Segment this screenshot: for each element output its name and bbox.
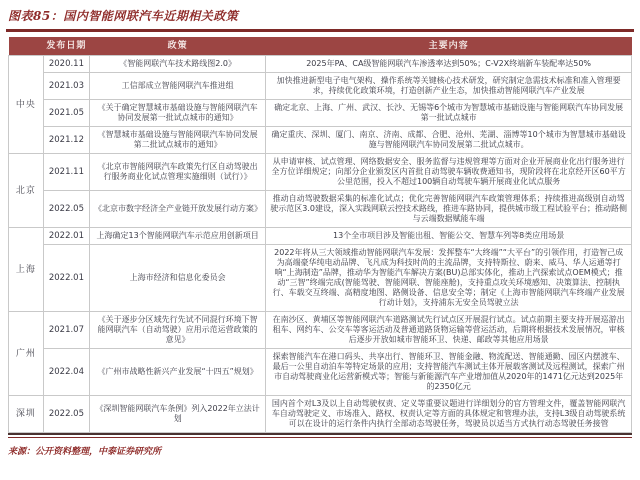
date-cell: 2022.01 [43,228,89,245]
policy-table-body [9,56,632,433]
table-row [9,312,632,349]
policy-cell: 《广州市战略性新兴产业发展“十四五”规划》 [89,349,265,396]
policy-cell: 工信部成立智能网联汽车推进组 [89,73,265,100]
policy-cell: 《北京市智能网联汽车政策先行区自动驾驶出行服务商业化试点管理实施细则（试行）》 [89,154,265,191]
header-region [9,37,44,56]
region-cell: 广州 [9,312,44,396]
table-header-row [9,37,632,56]
date-cell: 2021.12 [43,127,89,154]
date-cell: 2022.04 [43,349,89,396]
region-cell: 北京 [9,154,44,228]
date-cell: 2020.11 [43,56,89,73]
date-cell: 2022.05 [43,191,89,228]
date-cell: 2021.05 [43,100,89,127]
policy-cell: 上海确定13个智能网联汽车示范应用创新项目 [89,228,265,245]
source-note: 来源：公开资料整理，中泰证券研究所 [8,447,162,457]
region-cell: 上海 [9,228,44,312]
table-row [9,191,632,228]
table-row [9,396,632,433]
date-cell: 2021.11 [43,154,89,191]
content-cell: 推动自动驾驶数据采集的标准化试点；优化完善智能网联汽车政策管理体系；持续推进高级别自动驾驶示范区3.0建设，深入实践网联云控技术路线，推进车路协同，提供城市级工程试验平台；推动路侧与云端数据赋能车端 [266,191,632,228]
date-cell: 2021.03 [43,73,89,100]
content-cell: 2022年将从三大领域推动智能网联汽车发展：发挥整车“大终端”“大平台”的引领作用，打造智己成为高端豪华纯电动品牌、飞凡成为科技时尚的主流品牌，支持特斯拉、蔚来、威马、华人运通等打响“上海制造”品牌，推动华为智能汽车解决方案(BU)总部实体化，推动上汽探索试点OEM模式；推动“三智”终端完成(智能驾驶、智能网联、智能座舱)，支持重点攻关环境感知、决策算法、控制执行、车载交互终端、高精度地图、路侧设备、信息安全等；制定《上海市智能网联汽车终端产业发展行动计划》，支持浦东无安全员驾驶立法 [266,245,632,312]
title-underline [6,29,634,32]
table-row [9,100,632,127]
policy-cell: 《关于逐步分区域先行先试不同混行环境下智能网联汽车（自动驾驶）应用示范运营政策的意见》 [89,312,265,349]
table-row [9,56,632,73]
date-cell: 2022.05 [43,396,89,433]
policy-cell: 上海市经济和信息化委员会 [89,245,265,312]
table-bottom-rule-2 [8,437,632,438]
region-cell: 深圳 [9,396,44,433]
content-cell: 2025年PA、CA级智能网联汽车渗透率达到50%；C-V2X终端新车装配率达50% [266,56,632,73]
policy-table [8,37,632,433]
table-row [9,228,632,245]
policy-cell: 《深圳智能网联汽车条例》列入2022年立法计划 [89,396,265,433]
policy-table-wrap [8,37,632,433]
policy-cell: 《智能网联汽车技术路线图2.0》 [89,56,265,73]
content-cell: 国内首个对L3及以上自动驾驶权责、定义等重要议题进行详细划分的官方管理文件，覆盖智能网联汽车自动驾驶定义、市场准入、路权、权责认定等方面的具体规定和管理办法，支持L3级自动驾驶系统可以在设计的运行条件内执行全部动态驾驶任务，驾驶员以适当方式执行动态驾驶任务接管 [266,396,632,433]
header-content: 主要内容 [266,37,632,56]
table-bottom-rule [8,433,632,435]
content-cell: 13个全市项目涉及智能出租、智能公交、智慧车列等8类应用场景 [266,228,632,245]
table-header [9,37,632,56]
content-cell: 确定重庆、深圳、厦门、南京、济南、成都、合肥、沧州、芜湖、淄博等10个城市为智慧城市基础设施与智能网联汽车协同发展第二批试点城市。 [266,127,632,154]
header-date: 发布日期 [43,37,89,56]
content-cell: 探索智能汽车在港口码头、共享出行、智能环卫、智能金融、物流配送、智能通勤、园区内摆渡车、最后一公里自动泊车等特定场景的应用；支持智能汽车测试主体开展载客测试及远程测试，探索广州市自动驾驶商业化运营新模式等；智能与新能源汽车产业增加值从2020年的1471亿元达到2025年的2350亿元 [266,349,632,396]
date-cell: 2021.07 [43,312,89,349]
table-row [9,154,632,191]
content-cell: 加快推进新型电子电气架构、操作系统等关键核心技术研发，研究制定急需技术标准和准入管理要求，持续优化政策环境，打造创新产业生态，加快推动智能网联汽车产业发展 [266,73,632,100]
content-cell: 从申请审核、试点管理、网络数据安全、服务监督与违规管理等方面对企业开展商业化出行服务进行全方位详细规定；向部分企业颁发区内首批自动驾驶车辆收费通知书，现阶段将在北京经开区60平方公里范围，投入不超过100辆自动驾驶车辆开展商业化试点服务 [266,154,632,191]
exhibit-title-bar [0,0,640,27]
content-cell: 确定北京、上海、广州、武汉、长沙、无锡等6个城市为智慧城市基础设施与智能网联汽车协同发展第一批试点城市 [266,100,632,127]
policy-cell: 《关于确定智慧城市基础设施与智能网联汽车协同发展第一批试点城市的通知》 [89,100,265,127]
header-policy: 政策 [89,37,265,56]
table-row [9,349,632,396]
policy-cell: 《智慧城市基础设施与智能网联汽车协同发展第二批试点城市的通知》 [89,127,265,154]
table-row [9,73,632,100]
policy-cell: 《北京市数字经济全产业链开放发展行动方案》 [89,191,265,228]
table-row [9,127,632,154]
region-cell: 中央 [9,56,44,154]
date-cell: 2022.01 [43,245,89,312]
table-row [9,245,632,312]
content-cell: 在南沙区、黄埔区等智能网联汽车道路测试先行试点区开展混行试点。试点前期主要支持开展巡游出租车、网约车、公交车等客运活动及普通道路货物运输等营运活动，后期将根据技术发展情况，审核后逐步开放如城市智能环卫、快递、邮政等其他应用场景 [266,312,632,349]
page-title: 图表85：国内智能网联汽车近期相关政策 [8,9,239,23]
